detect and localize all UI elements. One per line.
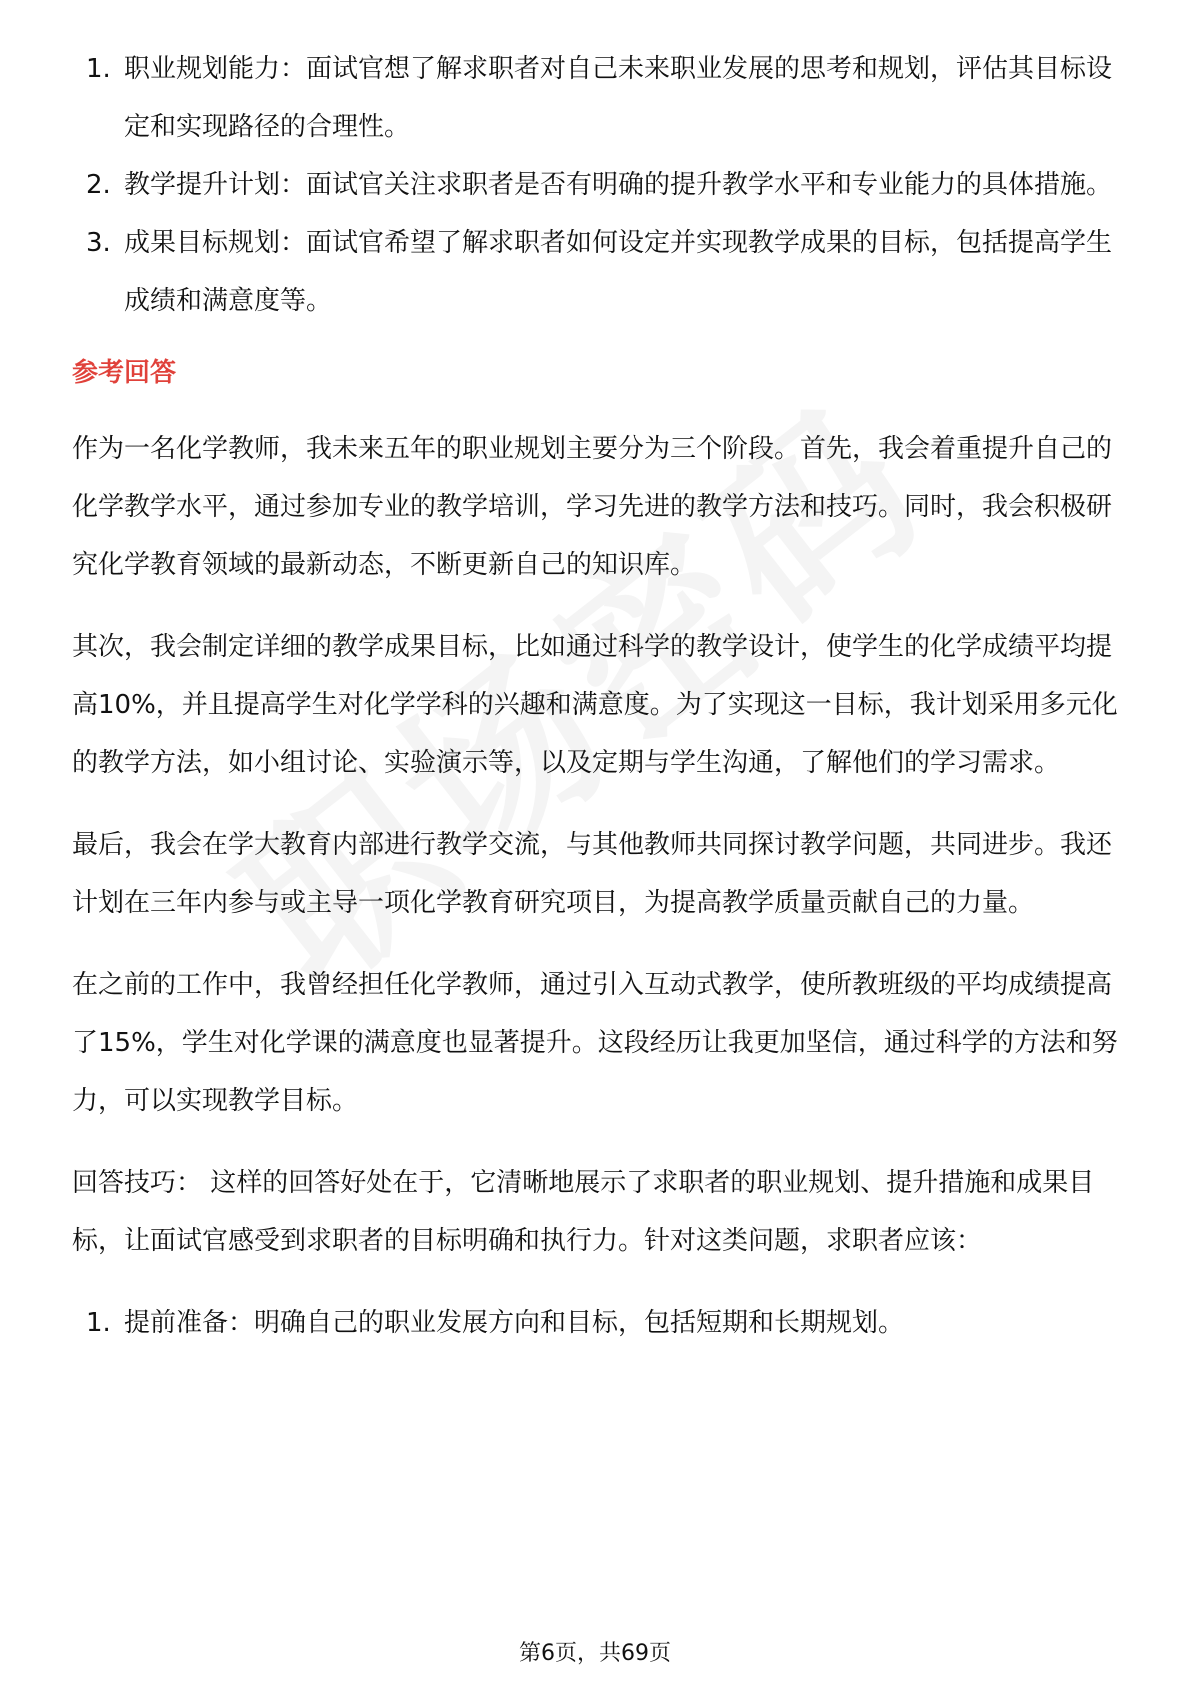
tips-paragraph: 回答技巧： 这样的回答好处在于，它清晰地展示了求职者的职业规划、提升措施和成果目标，让面试官感受到求职者的目标明确和执行力。针对这类问题，求职者应该： <box>72 1168 1095 1256</box>
list-number: 1. <box>86 54 111 84</box>
list-text: 职业规划能力：面试官想了解求职者对自己未来职业发展的思考和规划，评估其目标设定和实现路径的合理性。 <box>124 54 1113 142</box>
answer-paragraph: 作为一名化学教师，我未来五年的职业规划主要分为三个阶段。首先，我会着重提升自己的化学教学水平，通过参加专业的教学培训，学习先进的教学方法和技巧。同时，我会积极研究化学教育领域的最新动态，不断更新自己的知识库。 <box>72 434 1113 580</box>
section-title: 参考回答 <box>72 358 177 388</box>
tips-list <box>72 1294 1122 1352</box>
list-number: 1. <box>86 1308 111 1338</box>
list-item <box>72 1294 1122 1352</box>
answer-paragraph: 在之前的工作中，我曾经担任化学教师，通过引入互动式教学，使所教班级的平均成绩提高了15%，学生对化学课的满意度也显著提升。这段经历让我更加坚信，通过科学的方法和努力，可以实现教学目标。 <box>72 970 1118 1116</box>
intro-list <box>72 40 1122 330</box>
list-item <box>72 40 1122 156</box>
list-item <box>72 156 1122 214</box>
list-text: 成果目标规划：面试官希望了解求职者如何设定并实现教学成果的目标，包括提高学生成绩和满意度等。 <box>124 228 1113 316</box>
answer-paragraph: 其次，我会制定详细的教学成果目标，比如通过科学的教学设计，使学生的化学成绩平均提高10%，并且提高学生对化学学科的兴趣和满意度。为了实现这一目标，我计划采用多元化的教学方法，如小组讨论、实验演示等，以及定期与学生沟通，了解他们的学习需求。 <box>72 632 1118 778</box>
list-number: 3. <box>86 228 111 258</box>
list-text: 教学提升计划：面试官关注求职者是否有明确的提升教学水平和专业能力的具体措施。 <box>124 170 1113 200</box>
page-content <box>72 40 1122 1352</box>
answer-paragraph: 最后，我会在学大教育内部进行教学交流，与其他教师共同探讨教学问题，共同进步。我还计划在三年内参与或主导一项化学教育研究项目，为提高教学质量贡献自己的力量。 <box>72 830 1113 918</box>
list-text: 提前准备：明确自己的职业发展方向和目标，包括短期和长期规划。 <box>124 1308 905 1338</box>
list-number: 2. <box>86 170 111 200</box>
list-item <box>72 214 1122 330</box>
page-number: 第6页，共69页 <box>519 1641 671 1666</box>
